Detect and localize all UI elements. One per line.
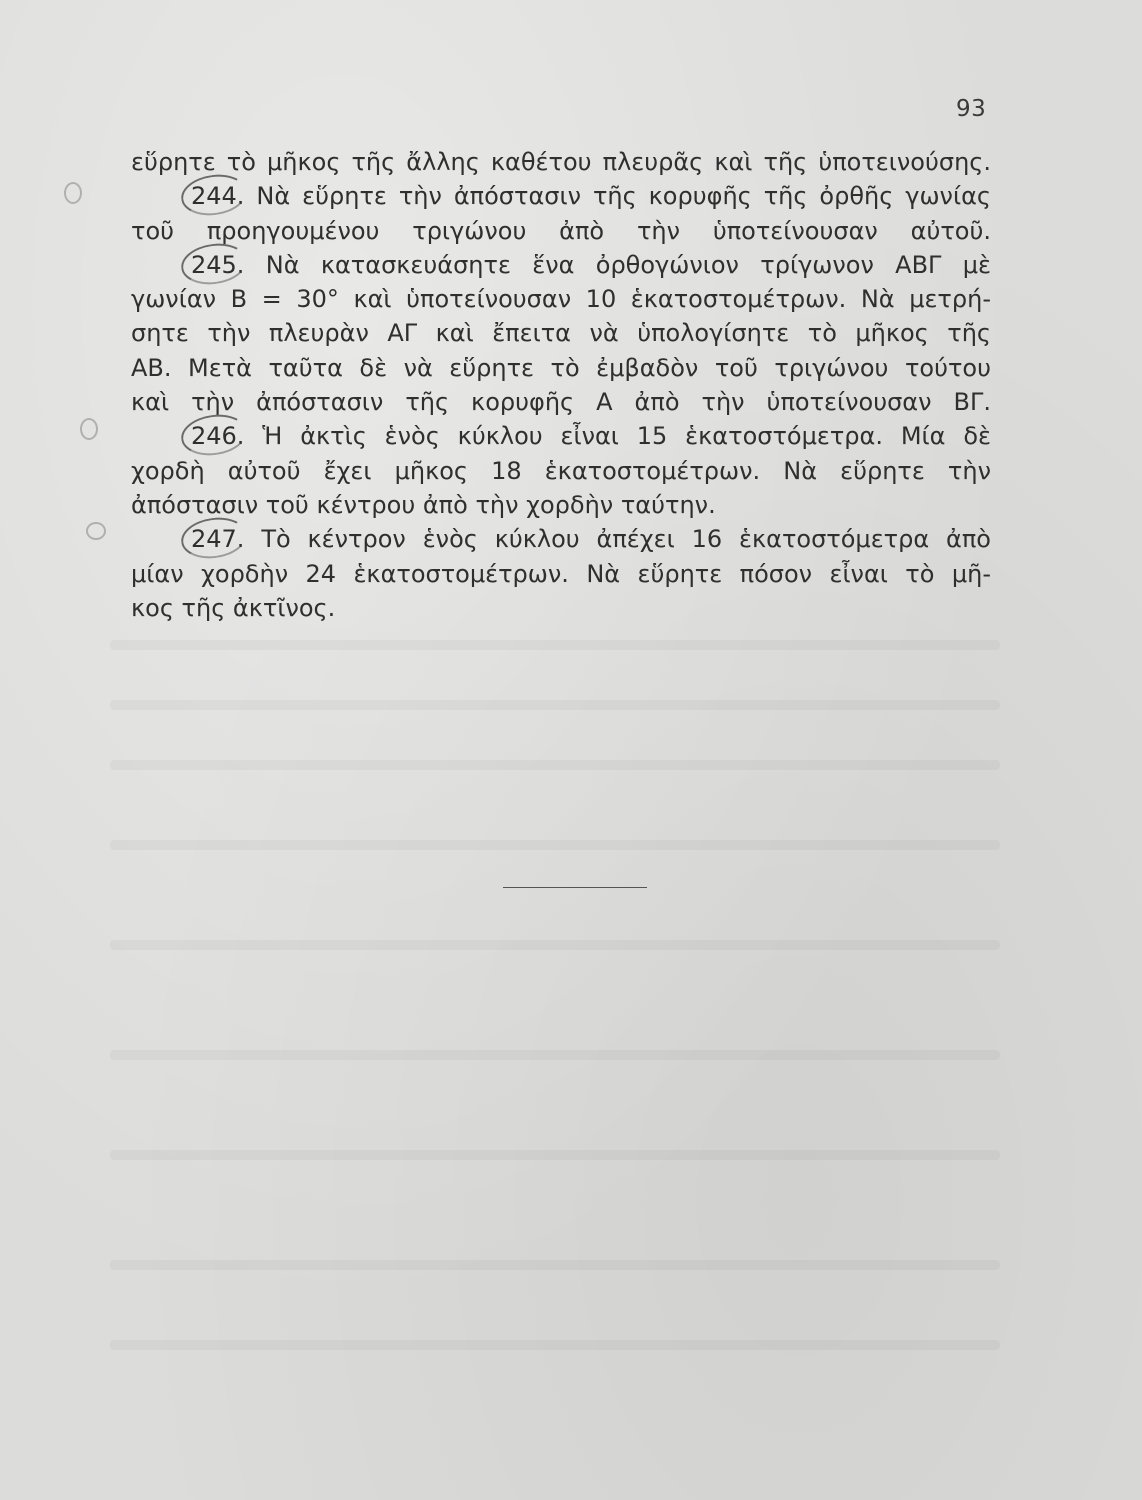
bleed-through-shadow: [110, 1340, 1000, 1350]
problem-number: 244.: [191, 179, 244, 213]
text-line: γωνίαν Β = 30° καὶ ὑποτείνουσαν 10 ἑκατοστομέτρων. Νὰ μετρή-: [131, 285, 991, 314]
problem-247-line: 247. Τὸ κέντρον ἑνὸς κύκλου ἀπέχει 16 ἑκατοστόμετρα ἀπὸ: [131, 522, 991, 556]
text-line: σητε τὴν πλευρὰν ΑΓ καὶ ἔπειτα νὰ ὑπολογίσητε τὸ μῆκος τῆς: [131, 319, 991, 348]
text-line: ΑΒ. Μετὰ ταῦτα δὲ νὰ εὕρητε τὸ ἐμβαδὸν τοῦ τριγώνου τούτου: [131, 353, 991, 382]
problem-245-line: 245. Νὰ κατασκευάσητε ἕνα ὀρθογώνιον τρίγωνον ΑΒΓ μὲ: [131, 248, 991, 282]
text-line: ἀπόστασιν τοῦ κέντρου ἀπὸ τὴν χορδὴν ταύτην.: [131, 490, 716, 519]
pencil-mark-icon: [86, 522, 106, 540]
problem-246-line: 246. Ἡ ἀκτὶς ἑνὸς κύκλου εἶναι 15 ἑκατοστόμετρα. Μία δὲ: [131, 419, 991, 453]
bleed-through-shadow: [110, 760, 1000, 770]
pencil-mark-icon: [64, 182, 82, 204]
bleed-through-shadow: [110, 700, 1000, 710]
problem-number: 245.: [191, 248, 244, 282]
text-line: χορδὴ αὐτοῦ ἔχει μῆκος 18 ἑκατοστομέτρων. Νὰ εὕρητε τὴν: [131, 456, 991, 485]
bleed-through-shadow: [110, 840, 1000, 850]
text-line: εὕρητε τὸ μῆκος τῆς ἄλλης καθέτου πλευρᾶς καὶ τῆς ὑποτεινούσης.: [131, 148, 991, 176]
problem-number: 246.: [191, 419, 244, 453]
text-line: τοῦ προηγουμένου τριγώνου ἀπὸ τὴν ὑποτείνουσαν αὐτοῦ.: [131, 216, 991, 245]
page-number: 93: [956, 96, 987, 122]
bleed-through-shadow: [110, 640, 1000, 650]
section-divider: [503, 887, 647, 888]
problem-number: 247.: [191, 522, 244, 556]
text-line: κος τῆς ἀκτῖνος.: [131, 593, 336, 622]
page-body: [131, 145, 991, 625]
bleed-through-shadow: [110, 1260, 1000, 1270]
pencil-mark-icon: [80, 418, 98, 440]
text-line: μίαν χορδὴν 24 ἑκατοστομέτρων. Νὰ εὕρητε πόσον εἶναι τὸ μῆ-: [131, 559, 991, 588]
text-line: καὶ τὴν ἀπόστασιν τῆς κορυφῆς Α ἀπὸ τὴν ὑποτείνουσαν ΒΓ.: [131, 388, 991, 417]
bleed-through-shadow: [110, 940, 1000, 950]
problem-244-line: 244. Νὰ εὕρητε τὴν ἀπόστασιν τῆς κορυφῆς τῆς ὀρθῆς γωνίας: [131, 179, 991, 213]
bleed-through-shadow: [110, 1150, 1000, 1160]
bleed-through-shadow: [110, 1050, 1000, 1060]
